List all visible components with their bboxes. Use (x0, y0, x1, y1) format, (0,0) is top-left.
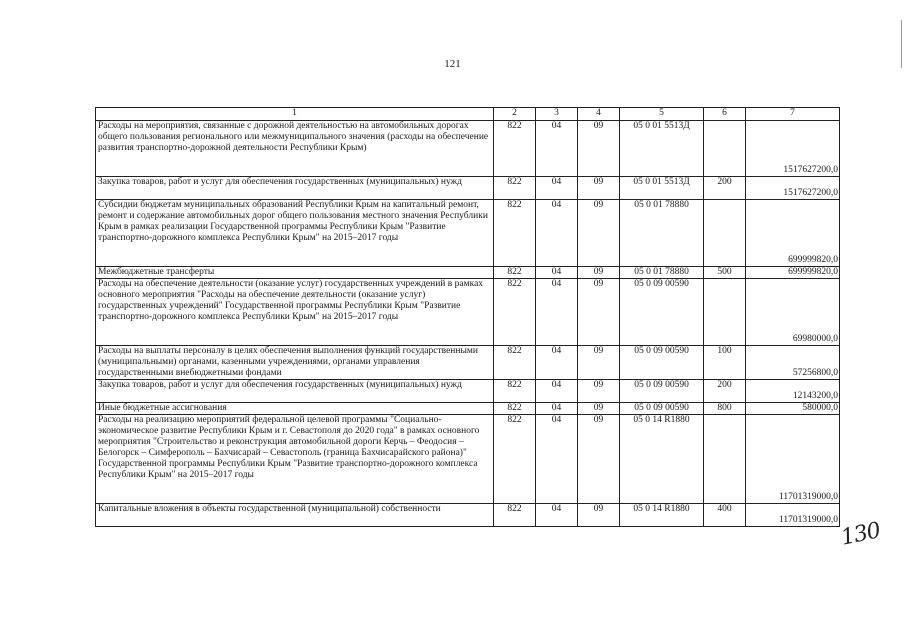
expense-name: Иные бюджетные ассигнования (96, 403, 494, 415)
ministry-code: 822 (494, 267, 536, 279)
handwritten-page-mark: 130 (838, 518, 883, 551)
ministry-code: 822 (494, 380, 536, 403)
expense-type-code: 200 (704, 380, 746, 403)
subsection-code: 09 (578, 380, 620, 403)
table-row (96, 177, 840, 200)
table-row (96, 403, 840, 415)
column-header: 7 (746, 108, 840, 121)
target-article-code: 05 0 01 5513Д (620, 121, 704, 177)
ministry-code: 822 (494, 177, 536, 200)
ministry-code: 822 (494, 346, 536, 380)
expense-type-code: 400 (704, 504, 746, 527)
subsection-code: 09 (578, 346, 620, 380)
table-row (96, 267, 840, 279)
target-article-code: 05 0 09 00590 (620, 346, 704, 380)
subsection-code: 09 (578, 504, 620, 527)
table-header-row (96, 108, 840, 121)
column-header: 2 (494, 108, 536, 121)
ministry-code: 822 (494, 200, 536, 267)
expense-type-code: 100 (704, 346, 746, 380)
amount: 699999820,0 (746, 267, 840, 279)
table-row (96, 504, 840, 527)
target-article-code: 05 0 01 78880 (620, 267, 704, 279)
expense-type-code (704, 415, 746, 504)
amount: 580000,0 (746, 403, 840, 415)
expense-type-code (704, 279, 746, 346)
ministry-code: 822 (494, 415, 536, 504)
expense-name: Расходы на обеспечение деятельности (оказание услуг) государственных учреждений в рамках основного мероприятия "Расходы на обеспечение деятельности (оказание услуг) государственных учреждений" Государственной программы Республики Крым "Развитие транспортно-дорожного комплекса Республики Крым" на 2015–2017 годы (96, 279, 494, 346)
target-article-code: 05 0 01 5513Д (620, 177, 704, 200)
amount: 1517627200,0 (746, 177, 840, 200)
subsection-code: 09 (578, 267, 620, 279)
column-header: 3 (536, 108, 578, 121)
section-code: 04 (536, 346, 578, 380)
target-article-code: 05 0 09 00590 (620, 279, 704, 346)
table-row (96, 346, 840, 380)
expense-name: Расходы на выплаты персоналу в целях обеспечения выполнения функций государственными (муниципальными) органами, казенными учреждениями, органами управления государственными внебюджетными фондами (96, 346, 494, 380)
subsection-code: 09 (578, 200, 620, 267)
expense-name: Капитальные вложения в объекты государственной (муниципальной) собственности (96, 504, 494, 527)
amount: 11701319000,0 (746, 415, 840, 504)
amount: 11701319000,0 (746, 504, 840, 527)
budget-table (95, 107, 840, 527)
column-header: 5 (620, 108, 704, 121)
amount: 57256800,0 (746, 346, 840, 380)
target-article-code: 05 0 14 R1880 (620, 415, 704, 504)
subsection-code: 09 (578, 415, 620, 504)
section-code: 04 (536, 380, 578, 403)
table-row (96, 380, 840, 403)
expense-name: Межбюджетные трансферты (96, 267, 494, 279)
section-code: 04 (536, 121, 578, 177)
section-code: 04 (536, 279, 578, 346)
amount: 69980000,0 (746, 279, 840, 346)
section-code: 04 (536, 504, 578, 527)
expense-type-code: 800 (704, 403, 746, 415)
expense-name: Закупка товаров, работ и услуг для обеспечения государственных (муниципальных) нужд (96, 380, 494, 403)
amount: 699999820,0 (746, 200, 840, 267)
column-header: 6 (704, 108, 746, 121)
subsection-code: 09 (578, 279, 620, 346)
expense-type-code (704, 200, 746, 267)
ministry-code: 822 (494, 121, 536, 177)
table-row (96, 200, 840, 267)
target-article-code: 05 0 01 78880 (620, 200, 704, 267)
expense-name: Расходы на реализацию мероприятий федеральной целевой программы "Социально-экономическое развитие Республики Крым и г. Севастополя до 2020 года" в рамках основного мероприятия "Строительство и реконструкция автомобильной дороги Керчь – Феодосия – Белогорск – Симферополь – Бахчисарай – Севастополь (граница Бахчисарайского района)" Государственной программы Республики Крым "Развитие транспортно-дорожного комплекса Республики Крым" на 2015–2017 годы (96, 415, 494, 504)
expense-type-code: 500 (704, 267, 746, 279)
ministry-code: 822 (494, 279, 536, 346)
table-row (96, 279, 840, 346)
section-code: 04 (536, 415, 578, 504)
section-code: 04 (536, 177, 578, 200)
section-code: 04 (536, 403, 578, 415)
target-article-code: 05 0 14 R1880 (620, 504, 704, 527)
section-code: 04 (536, 267, 578, 279)
subsection-code: 09 (578, 403, 620, 415)
expense-name: Расходы на мероприятия, связанные с дорожной деятельностью на автомобильных дорогах общего пользования регионального или межмуниципального значения (расходы на обеспечение развития транспортно-дорожной деятельности Республики Крым) (96, 121, 494, 177)
expense-type-code (704, 121, 746, 177)
expense-type-code: 200 (704, 177, 746, 200)
table-row (96, 121, 840, 177)
expense-name: Закупка товаров, работ и услуг для обеспечения государственных (муниципальных) нужд (96, 177, 494, 200)
expense-name: Субсидии бюджетам муниципальных образований Республики Крым на капитальный ремонт, ремонт и содержание автомобильных дорог общего пользования местного значения Республики Крым в рамках реализации Государственной программы Республики Крым "Развитие транспортно-дорожного комплекса Республики Крым" на 2015–2017 годы (96, 200, 494, 267)
target-article-code: 05 0 09 00590 (620, 403, 704, 415)
page-number: 121 (444, 58, 461, 70)
subsection-code: 09 (578, 121, 620, 177)
table-row (96, 415, 840, 504)
section-code: 04 (536, 200, 578, 267)
amount: 1517627200,0 (746, 121, 840, 177)
column-header: 1 (96, 108, 494, 121)
target-article-code: 05 0 09 00590 (620, 380, 704, 403)
subsection-code: 09 (578, 177, 620, 200)
column-header: 4 (578, 108, 620, 121)
ministry-code: 822 (494, 403, 536, 415)
amount: 12143200,0 (746, 380, 840, 403)
ministry-code: 822 (494, 504, 536, 527)
